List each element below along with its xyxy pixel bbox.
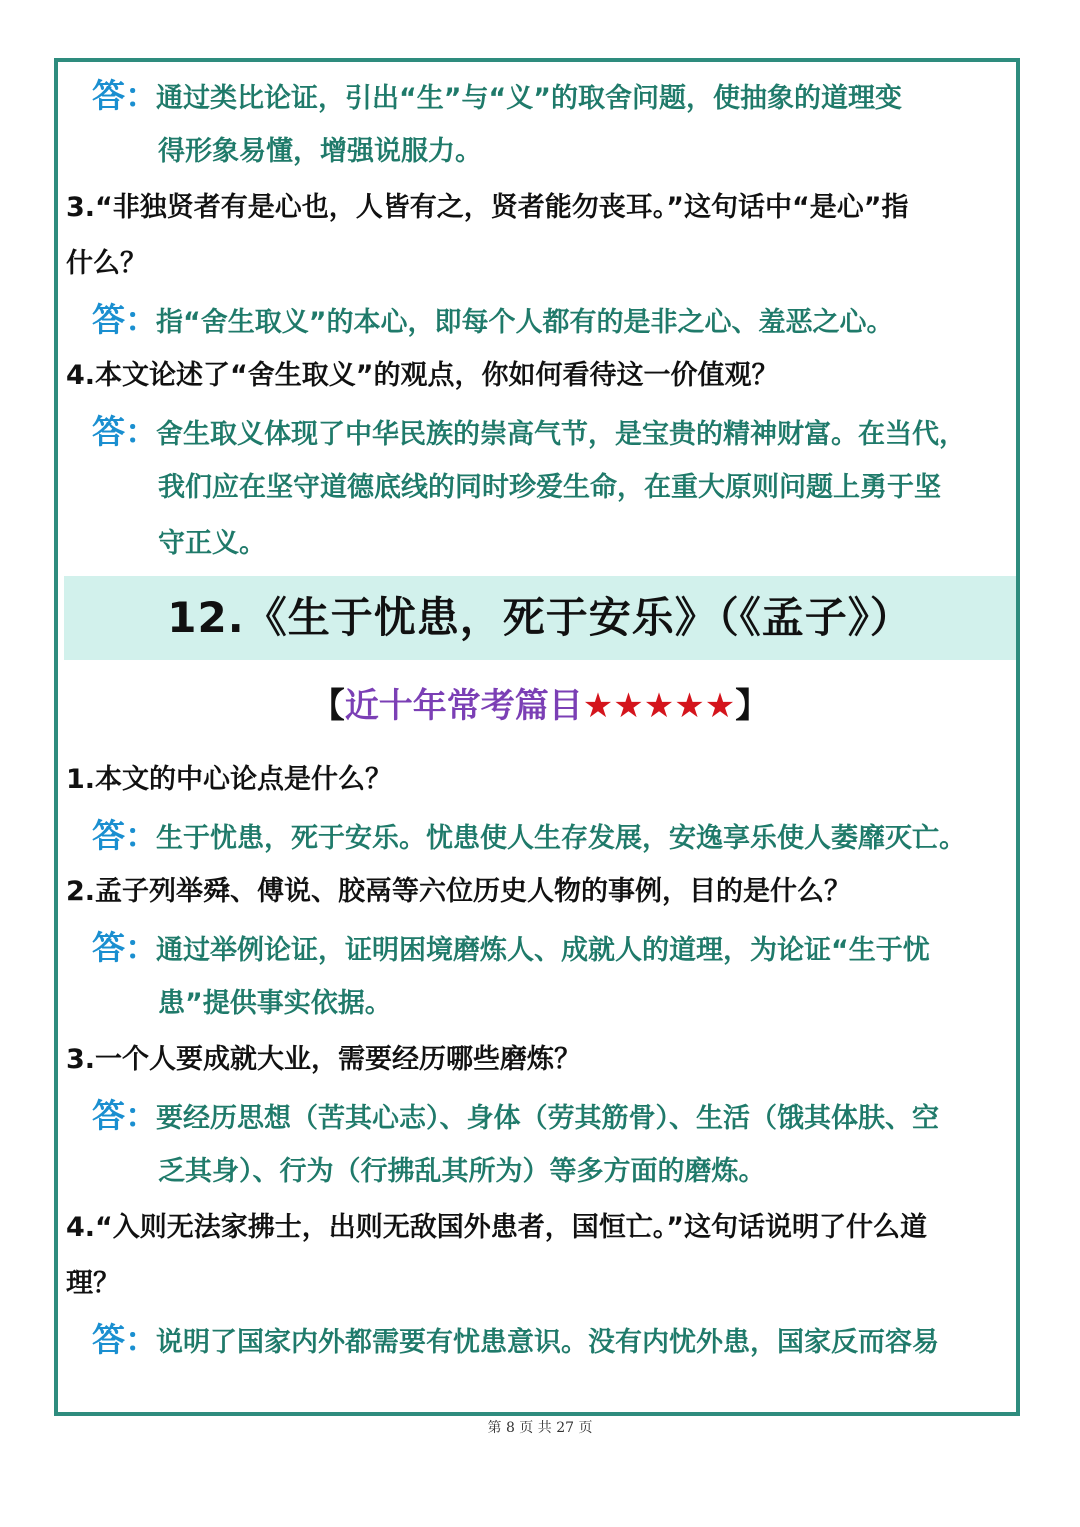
answer-text: 舍生取义体现了中华民族的崇高气节，是宝贵的精神财富。在当代， <box>156 419 966 450</box>
bracket-open: 【 <box>310 686 345 726</box>
answer-text: 说明了国家内外都需要有忧患意识。没有内忧外患，国家反而容易 <box>156 1327 939 1358</box>
answer-line <box>64 808 1016 864</box>
answer-label: 答： <box>92 928 158 967</box>
answer-continuation: 患”提供事实依据。 <box>158 988 392 1019</box>
page-footer <box>0 1416 1080 1440</box>
answer-continuation: 守正义。 <box>158 528 266 559</box>
answer-line <box>64 68 1016 124</box>
answer-line <box>64 1088 1016 1144</box>
answer-label: 答： <box>92 1320 158 1359</box>
page-content <box>64 68 1016 1368</box>
question-line: 1.本文的中心论点是什么？ <box>66 764 393 795</box>
answer-label: 答： <box>92 300 158 339</box>
section-subtitle <box>64 660 1016 752</box>
section-title <box>64 576 1016 660</box>
question-line: 2.孟子列举舜、傅说、胶鬲等六位历史人物的事例，目的是什么？ <box>66 876 852 907</box>
subtitle-text: 近十年常考篇目 <box>344 686 583 726</box>
qa-block-section-12 <box>64 752 1016 1368</box>
question-line: 4.“入则无法家拂士，出则无敌国外患者，国恒亡。”这句话说明了什么道 <box>66 1212 928 1243</box>
answer-line <box>64 920 1016 976</box>
answer-continuation: 得形象易懂，增强说服力。 <box>158 136 482 167</box>
answer-line <box>64 292 1016 348</box>
question-line: 3.“非独贤者有是心也，人皆有之，贤者能勿丧耳。”这句话中“是心”指 <box>66 192 909 223</box>
answer-label: 答： <box>92 816 158 855</box>
answer-text: 要经历思想（苦其心志）、身体（劳其筋骨）、生活（饿其体肤、空 <box>156 1103 939 1134</box>
answer-label: 答： <box>92 412 158 451</box>
answer-label: 答： <box>92 1096 158 1135</box>
question-line: 4.本文论述了“舍生取义”的观点，你如何看待这一价值观？ <box>66 360 779 391</box>
section-title-text: 12.《生于忧患，死于安乐》（《孟子》） <box>167 593 913 642</box>
question-line: 什么？ <box>66 248 147 279</box>
page-number: 第 8 页 共 27 页 <box>487 1420 593 1436</box>
answer-text: 通过举例论证，证明困境磨炼人、成就人的道理，为论证“生于忧 <box>156 935 930 966</box>
answer-continuation: 乏其身）、行为（行拂乱其所为）等多方面的磨炼。 <box>158 1156 766 1187</box>
answer-text: 通过类比论证，引出“生”与“义”的取舍问题，使抽象的道理变 <box>156 83 902 114</box>
question-line: 理？ <box>66 1268 120 1299</box>
bracket-close: 】 <box>735 686 770 726</box>
star-rating: ★★★★★ <box>582 686 736 726</box>
answer-label: 答： <box>92 76 158 115</box>
answer-text: 指“舍生取义”的本心，即每个人都有的是非之心、羞恶之心。 <box>156 307 894 338</box>
qa-block-previous <box>64 68 1016 572</box>
question-line: 3.一个人要成就大业，需要经历哪些磨炼？ <box>66 1044 582 1075</box>
answer-continuation: 我们应在坚守道德底线的同时珍爱生命，在重大原则问题上勇于坚 <box>158 472 941 503</box>
answer-line <box>64 1312 1016 1368</box>
answer-line <box>64 404 1016 460</box>
answer-text: 生于忧患，死于安乐。忧患使人生存发展，安逸享乐使人萎靡灭亡。 <box>156 823 966 854</box>
